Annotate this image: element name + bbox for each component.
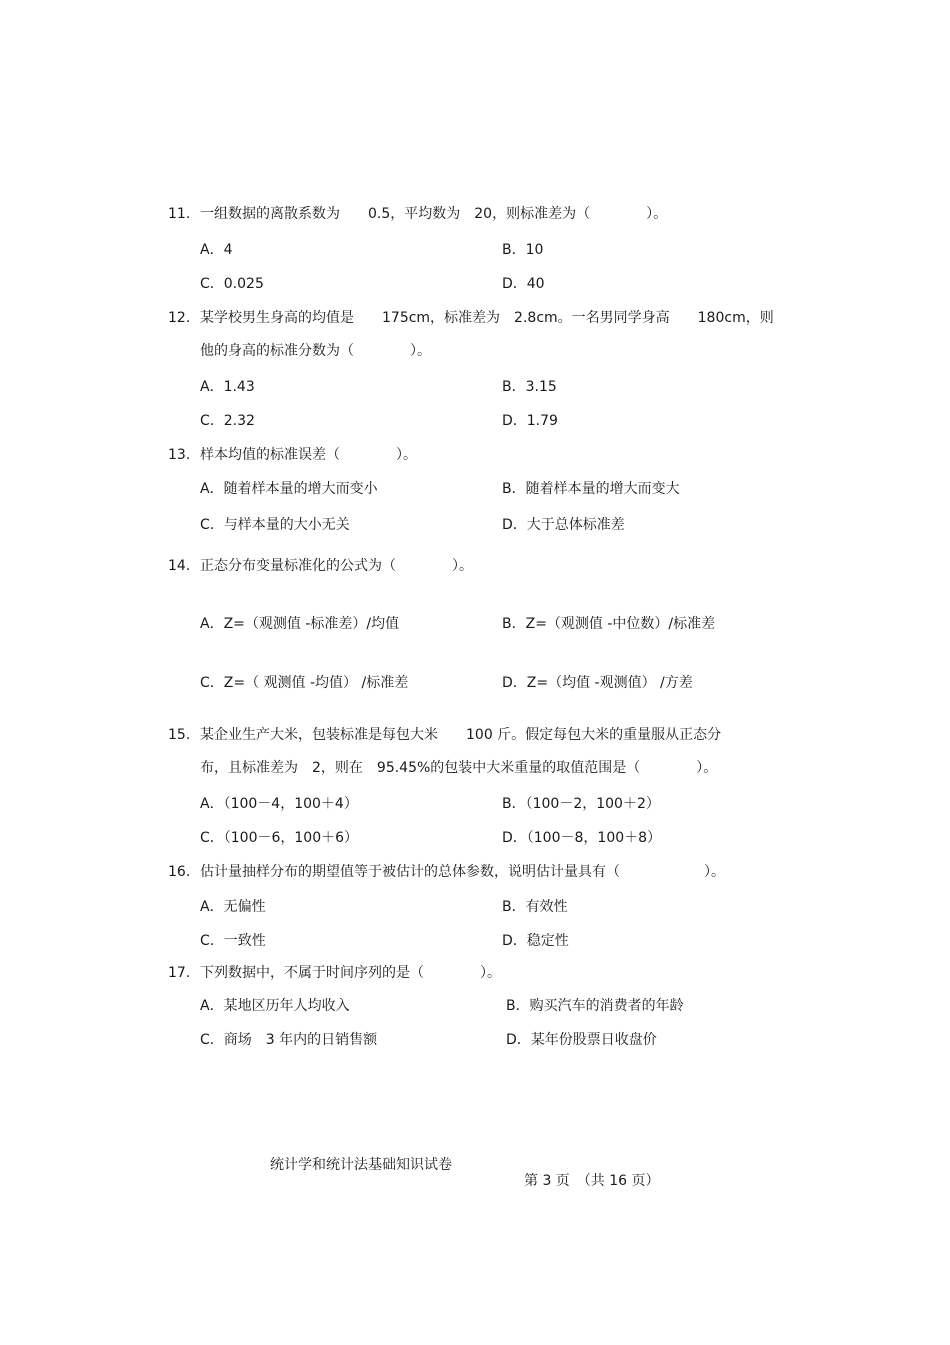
option-c: C．商场 3 年内的日销售额 [200,1032,378,1048]
option-d: D．（100－8，100＋8） [502,830,662,846]
page-footer [0,1138,950,1202]
question-stem: 某学校男生身高的均值是 175cm，标准差为 2.8cm。一名男同学身高 180cm，则 [200,310,774,326]
question-number: 13. [168,447,191,463]
option-d: D．Z=（均值 -观测值） /方差 [502,675,693,691]
question-number: 11. [168,206,191,222]
option-b: B．3.15 [502,379,557,395]
question-number: 12. [168,310,191,326]
option-d: D．某年份股票日收盘价 [506,1032,657,1048]
option-c: C．Z=（ 观测值 -均值） /标准差 [200,675,409,691]
question-stem-continued: 布，且标准差为 2，则在 95.45%的包装中大米重量的取值范围是（ ）。 [200,760,718,776]
option-c: C．2.32 [200,413,255,429]
question-stem: 正态分布变量标准化的公式为（ ）。 [200,558,473,574]
question-number: 16. [168,864,191,880]
question-stem: 某企业生产大米，包装标准是每包大米 100 斤。假定每包大米的重量服从正态分 [200,727,722,743]
option-b: B．（100－2，100＋2） [502,796,660,812]
option-a: A．某地区历年人均收入 [200,998,350,1014]
option-b: B．Z=（观测值 -中位数）/标准差 [502,616,716,632]
option-c: C．（100－6，100＋6） [200,830,359,846]
question-number: 15. [168,727,191,743]
question-stem: 下列数据中，不属于时间序列的是（ ）。 [200,965,501,981]
question-stem: 样本均值的标准误差（ ）。 [200,447,417,463]
option-d: D．稳定性 [502,933,569,949]
option-c: C．一致性 [200,933,266,949]
option-c: C．与样本量的大小无关 [200,517,350,533]
option-b: B．10 [502,242,544,258]
option-a: A．无偏性 [200,899,266,915]
option-a: A．4 [200,242,233,258]
option-a: A．1.43 [200,379,255,395]
option-a: A．（100－4，100＋4） [200,796,358,812]
option-d: D．40 [502,276,545,292]
option-b: B．有效性 [502,899,568,915]
option-c: C．0.025 [200,276,264,292]
question-stem-continued: 他的身高的标准分数为（ ）。 [200,343,431,359]
option-a: A．随着样本量的增大而变小 [200,481,378,497]
question-stem: 一组数据的离散系数为 0.5，平均数为 20，则标准差为（ ）。 [200,206,668,222]
option-b: B．购买汽车的消费者的年龄 [506,998,684,1014]
question-number: 17. [168,965,191,981]
exam-title: 统计学和统计法基础知识试卷 [270,1157,452,1173]
question-number: 14. [168,558,191,574]
page-number: 第 3 页 （共 16 页） [524,1173,660,1189]
option-d: D．1.79 [502,413,558,429]
option-b: B．随着样本量的增大而变大 [502,481,680,497]
option-a: A．Z=（观测值 -标准差）/均值 [200,616,400,632]
option-d: D．大于总体标准差 [502,517,625,533]
question-stem: 估计量抽样分布的期望值等于被估计的总体参数，说明估计量具有（ ）。 [200,864,725,880]
